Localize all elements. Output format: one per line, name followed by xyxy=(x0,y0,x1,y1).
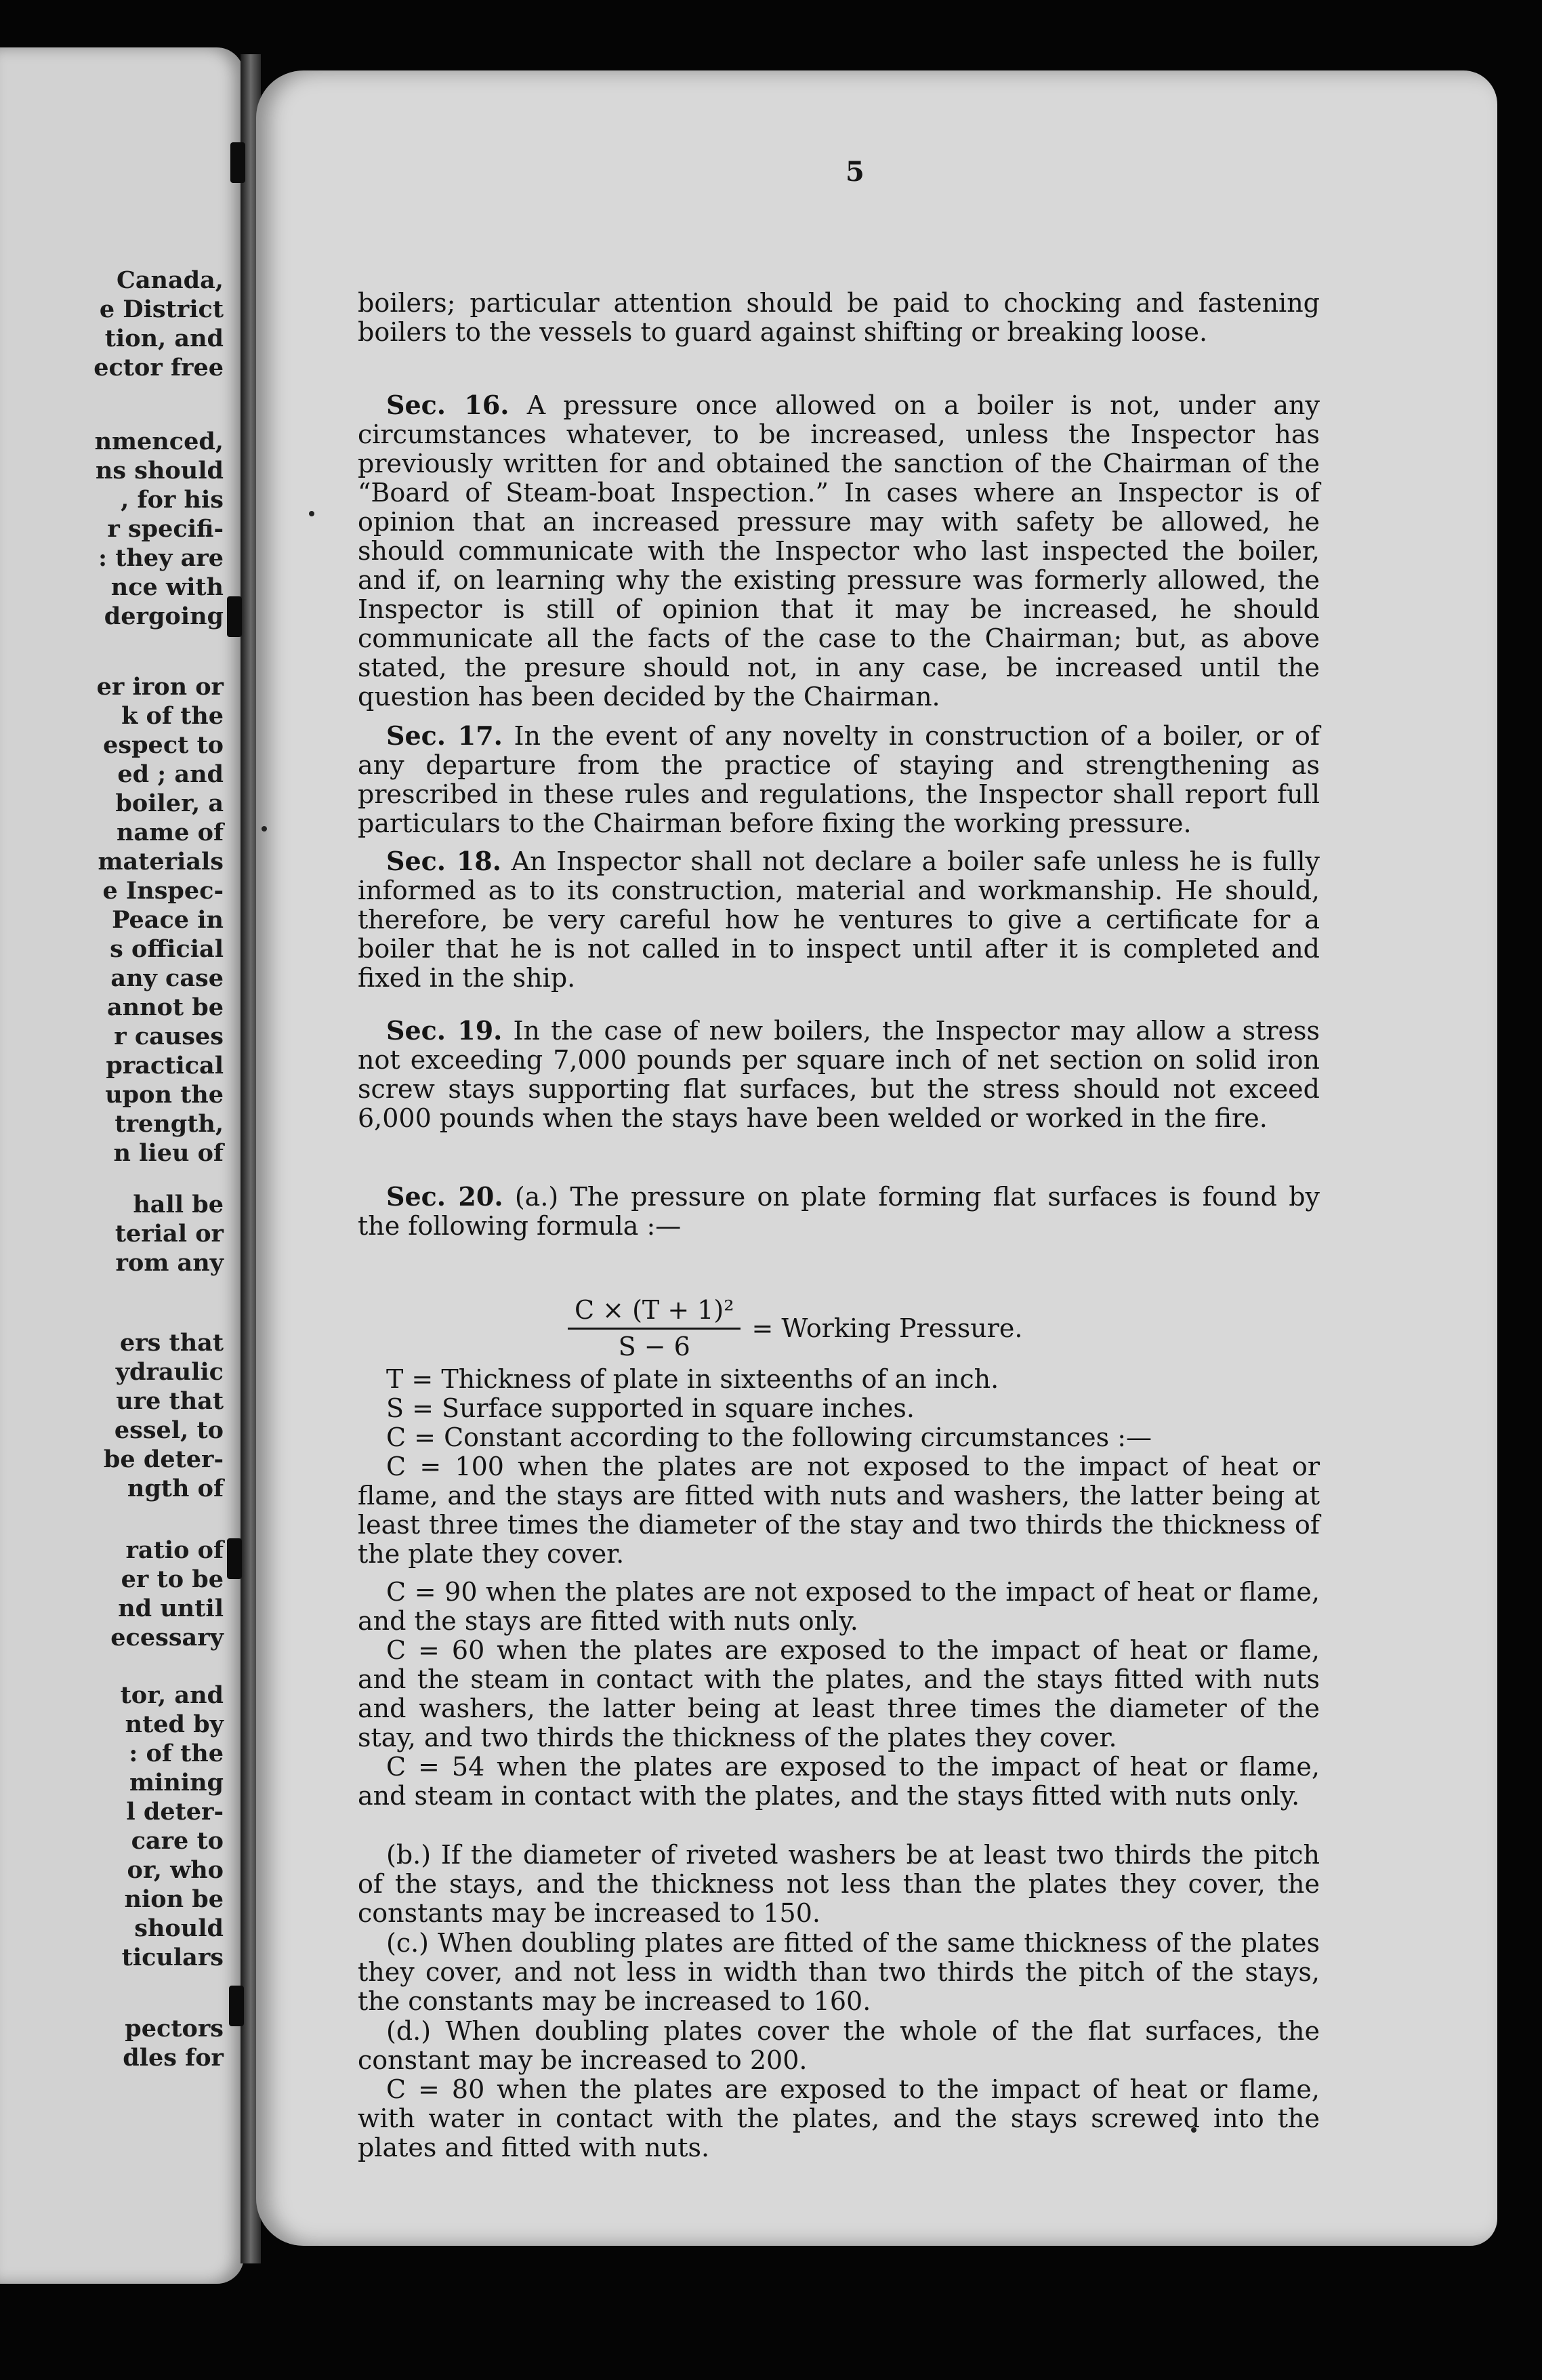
section-number: Sec. 19. xyxy=(386,1015,503,1046)
constant-paragraph: (b.) If the diameter of riveted washers be at least two thirds the pitch of the stays, and the thickness not less than the plates they cover, the constants may be increased to 150. xyxy=(358,1840,1320,1928)
constant-paragraph: C = 90 when the plates are not exposed to the impact of heat or flame, and the stays are fitted with nuts only. xyxy=(358,1577,1320,1636)
definition-list xyxy=(358,1365,1320,1452)
paragraph: boilers; particular attention should be paid to chocking and fastening boilers to the vessels to guard against shifting or breaking loose. xyxy=(358,288,1320,347)
formula-denominator: S − 6 xyxy=(618,1332,690,1361)
section-number: Sec. 20. xyxy=(386,1181,503,1212)
section-number: Sec. 16. xyxy=(386,390,509,420)
formula-fraction xyxy=(568,1296,741,1361)
constant-paragraph: C = 54 when the plates are exposed to the impact of heat or flame, and steam in contact with the plates, and the stays fitted with nuts only. xyxy=(358,1752,1320,1811)
definition-item: T = Thickness of plate in sixteenths of an inch. xyxy=(386,1364,999,1394)
binding-stitch xyxy=(230,142,245,183)
left-page-text-fragment: ers that ydraulic ure that essel, to be deter- ngth of xyxy=(103,1329,224,1502)
binding-stitch xyxy=(229,1986,244,2026)
section-number: Sec. 17. xyxy=(386,720,503,751)
constant-paragraph: C = 80 when the plates are exposed to the impact of heat or flame, with water in contact with the plates, and the stays screwed into the plates and fitted with nuts. xyxy=(358,2074,1320,2162)
left-page-text-fragment: hall be terial or rom any xyxy=(114,1191,224,1277)
left-page-text-fragment: tor, and nted by : of the mining l deter- care to or, who nion be should ticulars xyxy=(120,1681,224,1971)
paragraph-text: An Inspector shall not declare a boiler safe unless he is fully informed as to its construction, material and workmanship. He should, therefore, be very careful how he ventures to give a certificate for a boiler that he is not called in to inspect until after it is completed and fixed in the ship. xyxy=(358,846,1320,993)
paragraph-text: In the event of any novelty in construction of a boiler, or of any departure from the practice of staying and strengthening as prescribed in these rules and regulations, the Inspector shall report full particulars to the Chairman before fixing the working pressure. xyxy=(358,721,1320,838)
paragraph-text: (a.) The pressure on plate forming flat surfaces is found by the following formula :— xyxy=(358,1182,1320,1241)
left-page-text-fragment: nmenced, ns should , for his r specifi- : they are nce with dergoing xyxy=(94,428,224,630)
ink-speck xyxy=(309,511,314,516)
paragraph-sec-20 xyxy=(358,1182,1320,1241)
formula-numerator: C × (T + 1)² xyxy=(568,1296,741,1330)
paragraph-sec-18 xyxy=(358,846,1320,993)
left-page-text-fragment: ratio of er to be nd until ecessary xyxy=(110,1536,224,1651)
definition-item: C = Constant according to the following circumstances :— xyxy=(386,1422,1152,1452)
left-page-text-fragment: Canada, e District tion, and ector free xyxy=(93,266,224,382)
paragraph-text: A pressure once allowed on a boiler is not, under any circumstances whatever, to be increased, unless the Inspector has previously written for and obtained the sanction of the Chairman of the “Board of Steam-boat Inspection.” In cases where an Inspector is of opinion that an increased pressure may with safety be allowed, he should communicate with the Inspector who last inspected the boiler, and if, on learning why the existing pressure was formerly allowed, the Inspector is still of opinion that it may be increased, he should communicate all the facts of the case to the Chairman; but, as above stated, the presure should not, in any case, be increased until the question has been decided by the Chairman. xyxy=(358,390,1320,712)
binding-stitch xyxy=(227,596,242,637)
left-page-text-fragment: pectors dles for xyxy=(123,2015,224,2072)
paragraph-sec-16 xyxy=(358,390,1320,712)
binding-stitch xyxy=(227,1538,242,1579)
page-number: 5 xyxy=(846,156,864,188)
constant-paragraph: (c.) When doubling plates are fitted of the same thickness of the plates they cover, and not less in width than two thirds the pitch of the stays, the constants may be increased to 160. xyxy=(358,1928,1320,2016)
constant-paragraph: C = 100 when the plates are not exposed to the impact of heat or flame, and the stays are fitted with nuts and washers, the latter being at least three times the diameter of the stay and two thirds the thickness of the plate they cover. xyxy=(358,1452,1320,1569)
section-number: Sec. 18. xyxy=(386,846,501,876)
paragraph-sec-19 xyxy=(358,1016,1320,1133)
left-page-text-fragment: er iron or k of the espect to ed ; and boiler, a name of materials e Inspec- Peace in s official any case annot be r causes practical upon the trength, n lieu of xyxy=(96,673,224,1167)
paragraph-text: In the case of new boilers, the Inspector may allow a stress not exceeding 7,000 pounds per square inch of net section on solid iron screw stays supporting flat surfaces, but the stress should not exceed 6,000 pounds when the stays have been welded or worked in the fire. xyxy=(358,1016,1320,1133)
ink-speck xyxy=(262,826,267,832)
formula-result: = Working Pressure. xyxy=(751,1313,1023,1343)
paragraph-sec-17 xyxy=(358,721,1320,838)
constant-paragraph: (d.) When doubling plates cover the whole of the flat surfaces, the constant may be increased to 200. xyxy=(358,2016,1320,2075)
left-page-edge xyxy=(0,47,244,2284)
constant-paragraph: C = 60 when the plates are exposed to the impact of heat or flame, and the steam in contact with the plates, and the stays fitted with nuts and washers, the latter being at least three times the diameter of the stay, and two thirds the thickness of the plates they cover. xyxy=(358,1635,1320,1752)
page xyxy=(256,70,1497,2246)
definition-item: S = Surface supported in square inches. xyxy=(386,1393,915,1423)
working-pressure-formula xyxy=(568,1296,1022,1361)
